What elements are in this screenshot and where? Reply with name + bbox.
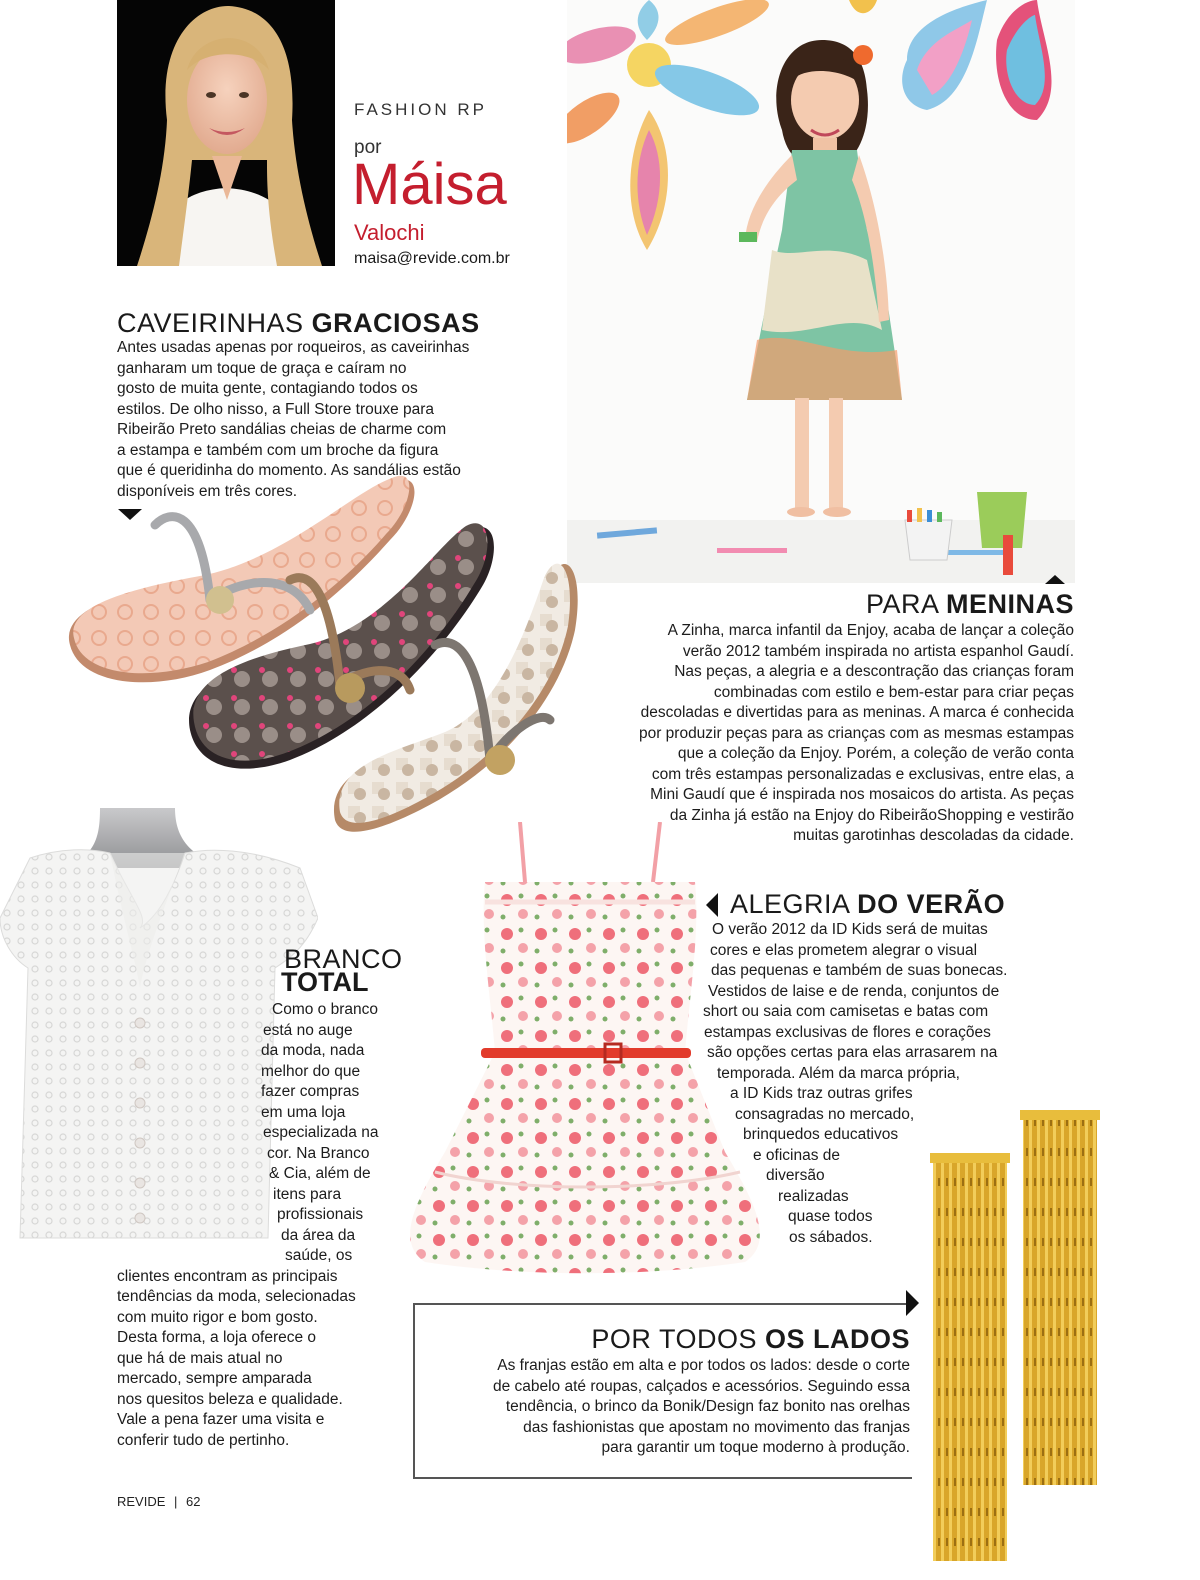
text-line: com muito rigor e bom gosto. [117, 1308, 318, 1326]
caveirinhas-title-bold: GRACIOSAS [311, 308, 480, 338]
earrings-photo [925, 1108, 1105, 1568]
text-line: verão 2012 também inspirada no artista espanhol Gaudí. [682, 642, 1074, 660]
text-line: estilos. De olho nisso, a Full Store trouxe para [117, 400, 435, 418]
text-line: quase todos [788, 1208, 873, 1225]
branco-body [117, 1000, 378, 1451]
author-email[interactable]: maisa@revide.com.br [354, 250, 510, 267]
text-line: com três estampas personalizadas e exclusivas, entre elas, a [651, 765, 1074, 783]
footer-page-number: 62 [186, 1494, 201, 1509]
footer-magazine: REVIDE [117, 1494, 166, 1509]
text-line: Vestidos de laise e de renda, conjuntos de [708, 982, 1000, 1000]
girl-photo [567, 0, 1075, 583]
text-line: melhor do que [261, 1062, 361, 1080]
meninas-title-light: PARA [865, 589, 938, 619]
text-line: em uma loja [261, 1103, 346, 1121]
text-line: short ou saia com camisetas e batas com [703, 1003, 989, 1020]
text-line: tendência, o brinco da Bonik/Design faz bonito nas orelhas [505, 1398, 910, 1415]
text-line: que há de mais atual no [117, 1349, 283, 1367]
text-line: consagradas no mercado, [735, 1105, 915, 1123]
lados-body [493, 1356, 910, 1459]
text-line: cores e elas prometem alegrar o visual [710, 941, 978, 959]
text-line: Ribeirão Preto sandálias cheias de charme com [117, 421, 447, 438]
sandals-photo [60, 470, 585, 840]
text-line: está no auge [263, 1021, 353, 1039]
text-line: a ID Kids traz outras grifes [730, 1085, 913, 1102]
text-line: das pequenas e também de suas bonecas. [711, 962, 1008, 979]
text-line: da moda, nada [261, 1042, 365, 1059]
text-line: nos quesitos beleza e qualidade. [117, 1390, 343, 1408]
text-line: diversão [766, 1167, 825, 1184]
page-footer [117, 1494, 201, 1509]
text-line: & Cia, além de [269, 1165, 371, 1182]
text-line: disponíveis em três cores. [117, 482, 298, 500]
text-line: Mini Gaudí que é inspirada nos mosaicos do artista. As peças [650, 786, 1074, 803]
text-line: são opções certas para elas arrasarem na [707, 1044, 998, 1061]
text-line: de cabelo até roupas, calçados e acessórios. Seguindo essa [492, 1377, 910, 1395]
text-line: por produzir peças para as crianças com as mesmas estampas [638, 724, 1074, 742]
author-photo [117, 0, 335, 266]
text-line: saúde, os [285, 1247, 353, 1264]
caveirinhas-title [117, 310, 480, 337]
alegria-title-light: ALEGRIA [730, 889, 850, 919]
text-line: realizadas [778, 1187, 849, 1205]
text-line: ganharam um toque de graça e caíram no [117, 359, 407, 377]
mosaic-drops [849, 0, 1052, 120]
text-line: da área da [281, 1226, 356, 1244]
text-line: descoladas e divertidas para as meninas. A marca é conhecida [640, 704, 1074, 721]
text-line: a estampa e também com um broche da figura [117, 441, 439, 459]
text-line: Como o branco [272, 1001, 378, 1018]
text-line: brinquedos educativos [743, 1126, 899, 1143]
branco-title-bold: TOTAL [281, 967, 369, 997]
text-line: e oficinas de [753, 1146, 841, 1164]
text-line: que é queridinha do momento. As sandálias estão [117, 462, 461, 479]
alegria-title-bold: DO VERÃO [857, 889, 1006, 919]
text-line: clientes encontram as principais [117, 1267, 338, 1285]
text-line: As franjas estão em alta e por todos os lados: desde o corte [497, 1357, 910, 1374]
text-line: conferir tudo de pertinho. [117, 1431, 290, 1449]
text-line: para garantir um toque moderno à produção. [601, 1439, 910, 1456]
text-line: A Zinha, marca infantil da Enjoy, acaba de lançar a coleção [667, 622, 1074, 639]
text-line: itens para [273, 1185, 342, 1203]
column-label: FASHION RP [354, 100, 487, 119]
lados-title-bold: OS LADOS [764, 1324, 910, 1354]
text-line: da Zinha já estão na Enjoy do RibeirãoShopping e vestirão [669, 806, 1074, 824]
alegria-title [730, 891, 1005, 918]
text-line: os sábados. [789, 1228, 873, 1246]
text-line: combinadas com estilo e bem-estar para criar peças [713, 683, 1074, 701]
pointer-right-icon [906, 1290, 919, 1316]
text-line: profissionais [277, 1206, 364, 1223]
text-line: O verão 2012 da ID Kids será de muitas [712, 921, 988, 938]
text-line: estampas exclusivas de flores e corações [704, 1023, 991, 1041]
branco-title-light: BRANCO [284, 944, 403, 974]
text-line: Nas peças, a alegria e a descontração das crianças foram [674, 663, 1074, 680]
lados-title [591, 1326, 910, 1353]
branco-title [281, 944, 403, 997]
meninas-title-bold: MENINAS [945, 589, 1074, 619]
text-line: Vale a pena fazer uma visita e [117, 1411, 325, 1428]
text-line: gosto de muita gente, contagiando todos os [117, 380, 418, 397]
author-last-name: Valochi [354, 220, 425, 245]
byline-por: por [354, 137, 382, 158]
text-line: mercado, sempre amparada [117, 1370, 312, 1387]
text-line: Antes usadas apenas por roqueiros, as caveirinhas [117, 339, 470, 356]
meninas-body [639, 621, 1074, 847]
meninas-title [866, 591, 1074, 618]
text-line: temporada. Além da marca própria, [717, 1064, 960, 1082]
mosaic-flower [567, 0, 773, 250]
girl-figure [739, 40, 902, 517]
author-first-name: Máisa [352, 152, 507, 217]
text-line: Desta forma, a loja oferece o [117, 1329, 317, 1346]
text-line: especializada na [263, 1124, 379, 1141]
text-line: que a coleção da Enjoy. Porém, a coleção de verão conta [677, 745, 1074, 762]
text-line: fazer compras [261, 1083, 360, 1100]
footer-separator: | [174, 1494, 178, 1509]
text-line: cor. Na Branco [267, 1144, 370, 1162]
lados-title-light: POR TODOS [591, 1324, 757, 1354]
text-line: das fashionistas que apostam no movimento das franjas [523, 1418, 910, 1436]
text-line: tendências da moda, selecionadas [117, 1288, 356, 1305]
caveirinhas-title-light: CAVEIRINHAS [117, 308, 304, 338]
pointer-up-icon [1045, 575, 1065, 584]
text-line: muitas garotinhas descoladas da cidade. [793, 827, 1074, 844]
pointer-left-icon [706, 893, 718, 917]
